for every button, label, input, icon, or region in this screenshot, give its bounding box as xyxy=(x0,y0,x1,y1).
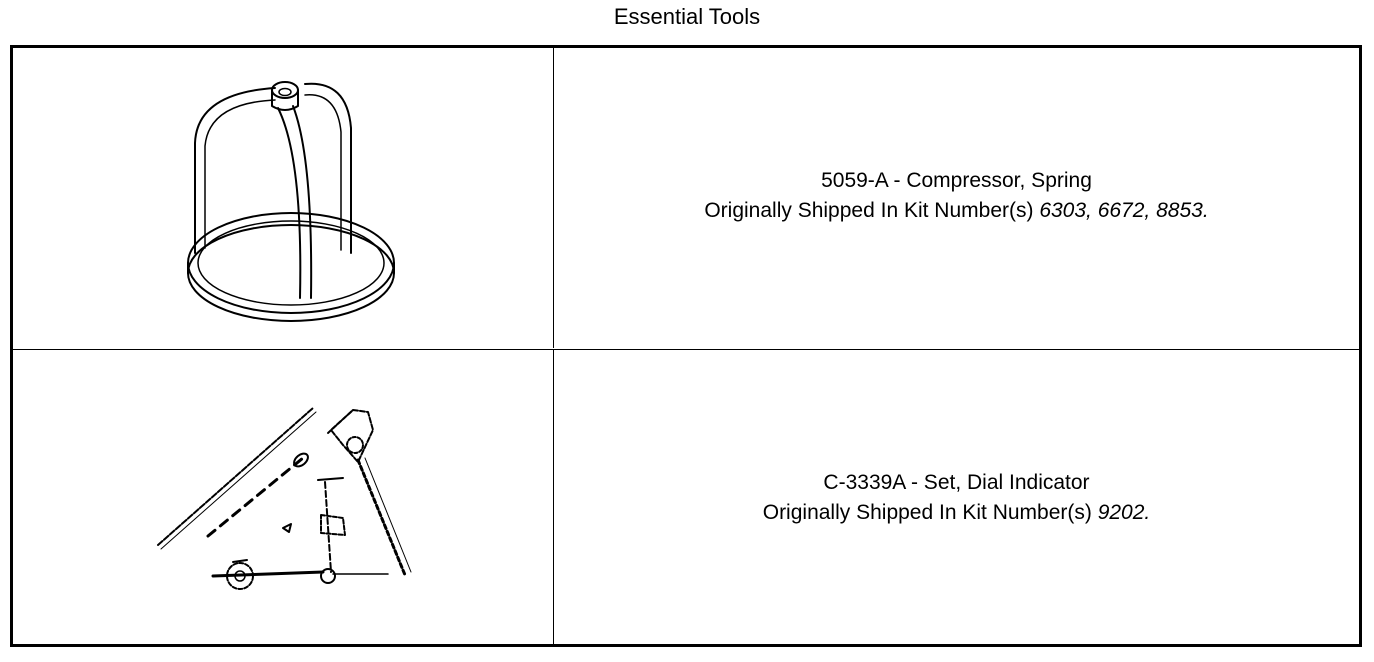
tool-image-cell xyxy=(13,48,554,348)
tool-kit-line xyxy=(704,196,1208,226)
kit-numbers: 9202 xyxy=(1097,500,1145,524)
tools-table xyxy=(10,45,1362,647)
tool-row xyxy=(13,48,1359,348)
tool-kit-line xyxy=(763,498,1151,528)
tool-description xyxy=(554,48,1359,348)
kit-suffix: . xyxy=(1144,500,1151,524)
kit-prefix: Originally Shipped In Kit Number(s) xyxy=(704,199,1040,222)
tool-name: 5059-A - Compressor, Spring xyxy=(821,169,1092,192)
kit-prefix: Originally Shipped In Kit Number(s) xyxy=(762,500,1098,524)
tool-row xyxy=(13,349,1359,645)
spring-compressor-drawing-icon xyxy=(13,48,553,348)
kit-suffix: . xyxy=(1202,199,1209,222)
dial-indicator-set-drawing-icon xyxy=(13,350,553,645)
tool-description xyxy=(554,350,1359,645)
page-title: Essential Tools xyxy=(613,4,761,29)
kit-numbers: 6303, 6672, 8853 xyxy=(1039,199,1203,222)
tool-name: C-3339A - Set, Dial Indicator xyxy=(823,470,1090,494)
tool-image-cell xyxy=(13,350,554,645)
